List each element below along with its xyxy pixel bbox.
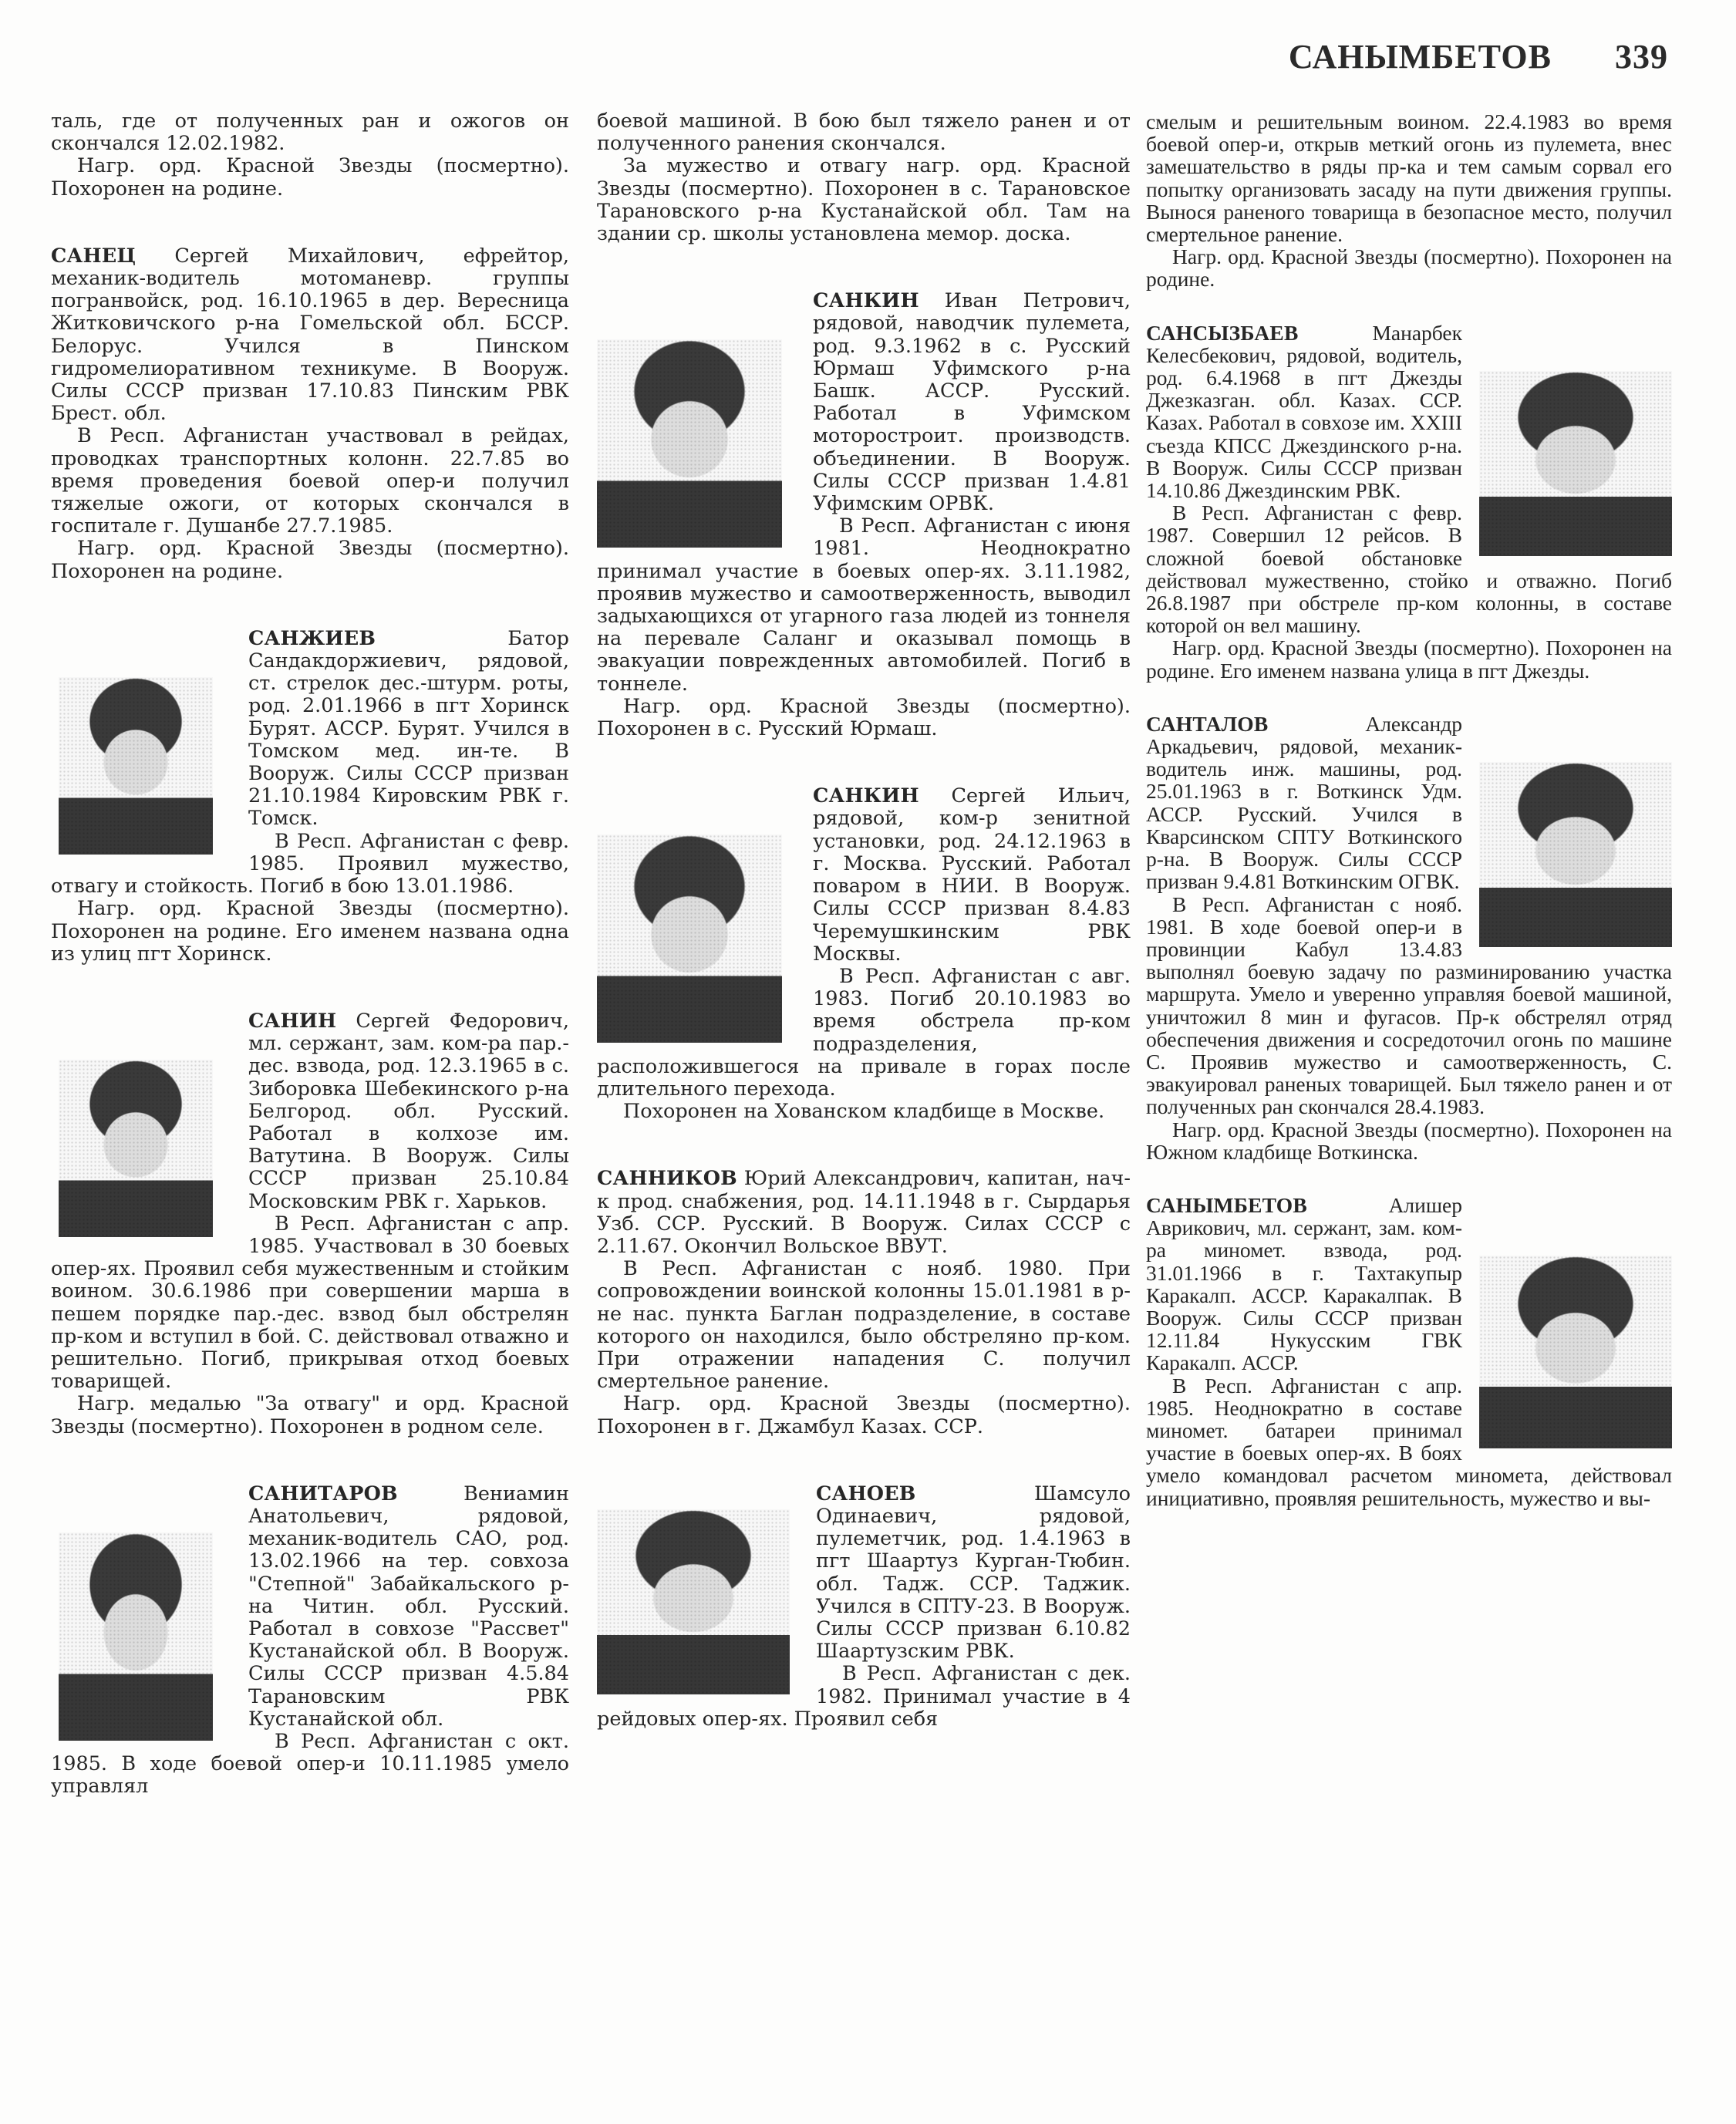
entry-surname: САНЫМБЕТОВ — [1146, 1192, 1307, 1217]
paragraph: В Респ. Афганистан с апр. 1985. Участвовал в 30 боевых опер-ях. Проявил себя мужественным и стойким воином. 30.6.1986 при совершении марша в пешем порядке пар.-дес. взвод был обстрелян пр-ком и вступил в бой. С. действовал отважно и решительно. Погиб, прикрывая отход боевых товарищей. — [51, 1212, 569, 1394]
entry-surname: САНИТАРОВ — [248, 1482, 398, 1505]
paragraph: В Респ. Афганистан с нояб. 1981. В ходе боевой опер-и в провинции Кабул 13.4.83 выполнял боевую задачу по разминированию участка маршрута. Умело и уверенно управляя боевой машиной, уничтожил 8 мин и фугасов. Пр-к обстрелял отряд обеспечения движения и сосредоточил огонь по машине С. Проявив мужество и самоотверженность, С. эвакуировал раненых товарищей. Был тяжело ранен и от полученных ран скончался 28.4.1983. — [1146, 892, 1672, 1119]
running-head — [1289, 37, 1668, 76]
paragraph: Нагр. орд. Красной Звезды (посмертно). Похоронен на Южном кладбище Воткинска. — [1146, 1117, 1672, 1164]
paragraph: Нагр. орд. Красной Звезды (посмертно). Похоронен на родине. Его именем названа одна из улиц пгт Хоринск. — [51, 897, 569, 966]
continuation-text — [1146, 110, 1672, 291]
entry-surname: САНОЕВ — [816, 1482, 916, 1505]
paragraph: смелым и решительным воином. 22.4.1983 во время боевой опер-и, открыв меткий огонь из пулемета, внес замешательство в ряды пр-ка и тем самым сорвал его попытку организовать засаду на пути движения группы. Вынося раненого товарища в безопасное место, получил смертельное ранение. — [1146, 110, 1672, 247]
biography-entry — [51, 1483, 569, 1799]
paragraph: таль, где от полученных ран и ожогов он скончался 12.02.1982. — [51, 110, 569, 156]
continuation-text — [51, 110, 569, 201]
paragraph: Нагр. орд. Красной Звезды (посмертно). Похоронен на родине. — [1146, 244, 1672, 292]
paragraph: Похоронен на Хованском кладбище в Москве. — [623, 1100, 1105, 1124]
paragraph: Манарбек Келесбекович, рядовой, водитель, род. 6.4.1968 в пгт Джезды Джезказган. обл. Казах. ССР. Казах. Работал в совхозе им. XXIII съезда КПСС Джездинского р-на. В Вооруж. Силы СССР призван 14.10.86 Джездинским РВК. — [1146, 320, 1462, 503]
portrait-photo — [597, 1509, 790, 1694]
paragraph: В Респ. Афганистан с авг. 1983. Погиб 20.10.1983 во время обстрела пр-ком подразделения, расположившегося на привале в горах после длительного перехода. — [597, 964, 1131, 1101]
portrait-photo — [59, 1532, 213, 1741]
paragraph: Александр Аркадьевич, рядовой, механик-водитель инж. машины, род. 25.01.1963 в г. Воткинск Удм. АССР. Русский. Учился в Кварсинском СПТУ Воткинского р-на. В Вооруж. Силы СССР призван 9.4.81 Воткинским ОГВК. — [1146, 711, 1462, 894]
entry-surname: САНЕЦ — [51, 244, 137, 268]
paragraph: Сергей Михайлович, ефрейтор, механик-водитель мотоманевр. группы погранвойск, род. 16.10.1965 в дер. Вересница Житковичского р-на Гомельской обл. БССР. Белорус. Учился в Пинском гидромелиоративном техникуме. В Вооруж. Силы СССР призван 17.10.83 Пинским РВК Брест. обл. — [51, 244, 569, 426]
paragraph: Шамсуло Одинаевич, рядовой, пулеметчик, род. 1.4.1963 в пгт Шаартуз Курган-Тюбин. обл. Тадж. ССР. Таджик. Учился в СПТУ-23. В Вооруж. Силы СССР призван 6.10.82 Шаартузским РВК. — [816, 1482, 1131, 1664]
biography-entry — [51, 628, 569, 966]
paragraph: В Респ. Афганистан с февр. 1985. Проявил мужество, отвагу и стойкость. Погиб в бою 13.01.1986. — [51, 829, 569, 898]
entry-surname: САНСЫЗБАЕВ — [1146, 320, 1299, 345]
paragraph: Сергей Федорович, мл. сержант, зам. ком-ра пар.-дес. взвода, род. 12.3.1965 в с. Зиборовка Шебекинского р-на Белгород. обл. Русский. Работал в колхозе им. Ватутина. В Вооруж. Силы СССР призван 25.10.84 Московским РВК г. Харьков. — [248, 1009, 570, 1213]
biography-entry — [597, 1168, 1131, 1438]
paragraph: Нагр. орд. Красной Звезды (посмертно). Похоронен на родине. — [51, 154, 569, 201]
portrait-photo — [597, 834, 782, 1043]
paragraph: В Респ. Афганистан с нояб. 1980. При сопровождении воинской колонны 15.01.1981 в р-не нас. пункта Баглан подразделение, в составе которого он находился, было обстреляно пр-ком. При отражении нападения С. получил смертельное ранение. — [597, 1257, 1131, 1394]
paragraph: Сергей Ильич, рядовой, ком-р зенитной установки, род. 24.12.1963 в г. Москва. Русский. Работал поваром в НИИ. В Вооруж. Силы СССР призван 8.4.83 Черемушкинским РВК Москвы. — [813, 784, 1131, 966]
paragraph: Нагр. орд. Красной Звезды (посмертно). Похоронен на родине. — [51, 537, 569, 583]
entry-surname: САНКИН — [813, 289, 919, 313]
portrait-photo — [59, 677, 213, 855]
entry-surname: САНИН — [248, 1009, 337, 1033]
running-head-word: САНЫМБЕТОВ — [1288, 38, 1552, 76]
biography-entry — [597, 290, 1131, 740]
biography-entry — [51, 245, 569, 583]
biography-entry — [597, 785, 1131, 1123]
paragraph: боевой машиной. В бою был тяжело ранен и от полученного ранения скончался. — [597, 110, 1131, 156]
paragraph: В Респ. Афганистан с июня 1981. Неоднократно принимал участие в боевых опер-ях. 3.11.1982, проявив мужество и самоотверженность, выводил задыхающихся от угарного газа людей из тоннеля на перевале Саланг и оказывал помощь в эвакуации поврежденных автомобилей. Погиб в тоннеле. — [597, 514, 1131, 696]
portrait-photo — [1479, 762, 1672, 947]
biography-entry — [1146, 1194, 1672, 1509]
paragraph: В Респ. Афганистан с апр. 1985. Неоднократно в составе миномет. батареи принимал участие в боевых опер-ях. В боях умело командовал расчетом миномета, действовал инициативно, проявляя решительность, мужество и вы- — [1146, 1373, 1672, 1510]
biography-entry — [1146, 713, 1672, 1163]
biography-entry — [51, 1010, 569, 1438]
entry-surname: САНЖИЕВ — [248, 626, 376, 650]
column-2 — [597, 110, 1131, 1731]
page-number: 339 — [1615, 38, 1668, 76]
paragraph: Батор Сандакдоржиевич, рядовой, ст. стрелок дес.-штурм. роты, род. 2.01.1966 в пгт Хоринск Бурят. АССР. Бурят. Учился в Томском мед. ин-те. В Вооруж. Силы СССР призван 21.10.1984 Кировским РВК г. Томск. — [248, 626, 569, 831]
column-3 — [1146, 110, 1672, 1509]
column-1 — [51, 110, 569, 1799]
entry-surname: САНТАЛОВ — [1146, 711, 1269, 736]
portrait-photo — [597, 339, 782, 548]
paragraph: Алишер Аврикович, мл. сержант, зам. ком-ра миномет. взвода, род. 31.01.1966 в г. Тахтакупыр Каракалп. АССР. Каракалпак. В Вооруж. Силы СССР призван 12.11.84 Нукусским ГВК Каракалп. АССР. — [1146, 1192, 1462, 1375]
portrait-photo — [1479, 371, 1672, 556]
entry-surname: САННИКОВ — [597, 1167, 737, 1191]
biography-entry — [597, 1483, 1131, 1731]
paragraph: В Респ. Афганистан с февр. 1987. Совершил 12 рейсов. В сложной боевой обстановке действовал мужественно, стойко и отважно. Погиб 26.8.1987 при обстреле пр-ком колонны, в составе которой он вел машину. — [1146, 501, 1672, 638]
paragraph: Вениамин Анатольевич, рядовой, механик-водитель САО, род. 13.02.1966 на тер. совхоза "Степной" Забайкальского р-на Читин. обл. Русский. Работал в совхозе "Рассвет" Кустанайской обл. В Вооруж. Силы СССР призван 4.5.84 Тарановским РВК Кустанайской обл. — [248, 1482, 569, 1731]
biography-entry — [1146, 322, 1672, 682]
paragraph: Иван Петрович, рядовой, наводчик пулемета, род. 9.3.1962 в с. Русский Юрмаш Уфимского р-на Башк. АССР. Русский. Работал в Уфимском моторостроит. производств. объединении. В Вооруж. Силы СССР призван 1.4.81 Уфимским ОРВК. — [813, 289, 1131, 516]
paragraph: Нагр. орд. Красной Звезды (посмертно). Похоронен на родине. Его именем названа улица в пгт Джезды. — [1146, 636, 1672, 683]
portrait-photo — [1479, 1256, 1672, 1448]
paragraph: В Респ. Афганистан участвовал в рейдах, проводках транспортных колонн. 22.7.85 во время проведения боевой опер-и получил тяжелые ожоги, от которых скончался в госпитале г. Душанбе 27.7.1985. — [51, 424, 569, 538]
paragraph: Юрий Александрович, капитан, нач-к прод. снабжения, род. 14.11.1948 в г. Сырдарья Узб. ССР. Русский. В Вооруж. Силах СССР с 2.11.67. Окончил Вольское ВВУТ. — [597, 1167, 1131, 1258]
paragraph: Нагр. орд. Красной Звезды (посмертно). Похоронен в с. Русский Юрмаш. — [597, 694, 1131, 741]
paragraph: В Респ. Афганистан с дек. 1982. Принимал участие в 4 рейдовых опер-ях. Проявил себя — [597, 1662, 1131, 1731]
portrait-photo — [59, 1060, 213, 1237]
entry-surname: САНКИН — [813, 784, 919, 808]
paragraph: Нагр. орд. Красной Звезды (посмертно). Похоронен в г. Джамбул Казах. ССР. — [597, 1392, 1131, 1438]
paragraph: Нагр. медалью "За отвагу" и орд. Красной Звезды (посмертно). Похоронен в родном селе. — [51, 1392, 569, 1438]
continuation-text — [597, 110, 1131, 245]
paragraph: В Респ. Афганистан с окт. 1985. В ходе боевой опер-и 10.11.1985 умело управлял — [51, 1730, 569, 1799]
paragraph: За мужество и отвагу нагр. орд. Красной Звезды (посмертно). Похоронен в с. Тарановское Тарановского р-на Кустанайской обл. Там на здании ср. школы установлена мемор. доска. — [597, 154, 1131, 246]
